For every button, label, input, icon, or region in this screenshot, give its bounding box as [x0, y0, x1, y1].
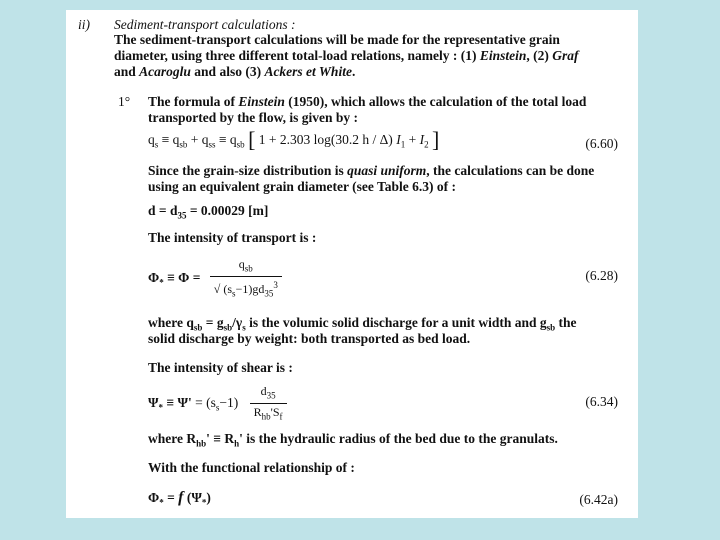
- where1-line-2: solid discharge by weight: both transported as bed load.: [148, 331, 471, 346]
- intensity-shear-label: The intensity of shear is :: [148, 360, 293, 375]
- intro-line-1: The sediment-transport calculations will be made for the representative grain: [114, 32, 560, 47]
- item1-text: (1950), which allows the calculation of the total load: [284, 94, 587, 109]
- equation-6-42a: $\Phi_* = f$ $(\Psi_*)$: [148, 489, 211, 508]
- diameter-value: = 0.00029 [m]: [186, 203, 269, 218]
- graf-name: Graf: [552, 48, 579, 63]
- where1-text: where q: [148, 315, 194, 330]
- para2-text: Since the grain-size distribution is: [148, 163, 348, 178]
- intro-text: and: [114, 64, 140, 79]
- intro-text: and also (3): [190, 64, 265, 79]
- where1-text: the: [555, 315, 577, 330]
- diameter-equation: [148, 203, 268, 224]
- where1-text: /γ: [232, 315, 243, 330]
- equation-number: (6.42a): [579, 492, 618, 507]
- intro-line-3: [114, 64, 355, 80]
- equation-6-34: $\Psi_* \equiv \Psi' = (s_s-1)$ $\frac{d_{35}}{R_{hb}'S_f}$: [148, 383, 287, 425]
- intensity-transport-label: The intensity of transport is :: [148, 230, 317, 245]
- equation-6-28: $\Phi_* \equiv \Phi$ = $\frac{q_{sb}}{√ (s_s-1)gd_{35}^3}$: [148, 256, 282, 302]
- section-number: ii): [78, 17, 90, 32]
- acaroglu-name: Acaroglu: [139, 64, 191, 79]
- where1-line-1: where $q_{sb} = g_{sb}/\gamma_s$ is the volumic solid discharge for a unit width and $g_{sb}$ the: [148, 315, 577, 333]
- item1-line-2: transported by the flow, is given by :: [148, 110, 359, 125]
- where2-text: ' ≡ R: [206, 431, 235, 446]
- where1-text: is the volumic solid discharge for a unit width and g: [245, 315, 547, 330]
- equation-number: (6.34): [585, 394, 618, 409]
- diameter-lhs: d = d: [148, 203, 178, 218]
- item1-line-1: [148, 94, 586, 110]
- ackers-white-name: Ackers et White: [264, 64, 352, 79]
- equation-number: (6.28): [585, 268, 618, 283]
- einstein-name: Einstein: [238, 94, 285, 109]
- functional-label: With the functional relationship of :: [148, 460, 355, 475]
- para2-text: , the calculations can be done: [426, 163, 595, 178]
- document-page: [66, 10, 638, 518]
- where2-text: where R: [148, 431, 197, 446]
- quasi-uniform: quasi uniform: [347, 163, 427, 178]
- where2-text: ' is the hydraulic radius of the bed due to the granulats.: [239, 431, 558, 446]
- intro-line-2: [114, 48, 579, 64]
- einstein-name: Einstein: [479, 48, 527, 63]
- equation-number: (6.60): [585, 136, 618, 151]
- para2-line-1: [148, 163, 594, 179]
- where2-line: where $R_{hb}' \equiv R_h'$ is the hydraulic radius of the bed due to the granulats.: [148, 431, 558, 449]
- intro-text: , (2): [526, 48, 553, 63]
- item-marker: 1°: [118, 94, 131, 109]
- item1-text: The formula of: [148, 94, 239, 109]
- equation-6-60: $q_s \equiv q_{sb} + q_{ss} \equiv q_{sb}$ [ 1 + 2.303 log(30.2 h / Δ) $I_1 + I_2$ ]: [148, 127, 440, 152]
- intro-text: diameter, using three different total-load relations, namely : (1): [114, 48, 480, 63]
- para2-line-2: using an equivalent grain diameter (see Table 6.3) of :: [148, 179, 457, 194]
- section-title: Sediment-transport calculations :: [114, 17, 296, 32]
- where1-text: = g: [202, 315, 224, 330]
- intro-text: .: [351, 64, 356, 79]
- diameter-sub: 35: [177, 210, 187, 221]
